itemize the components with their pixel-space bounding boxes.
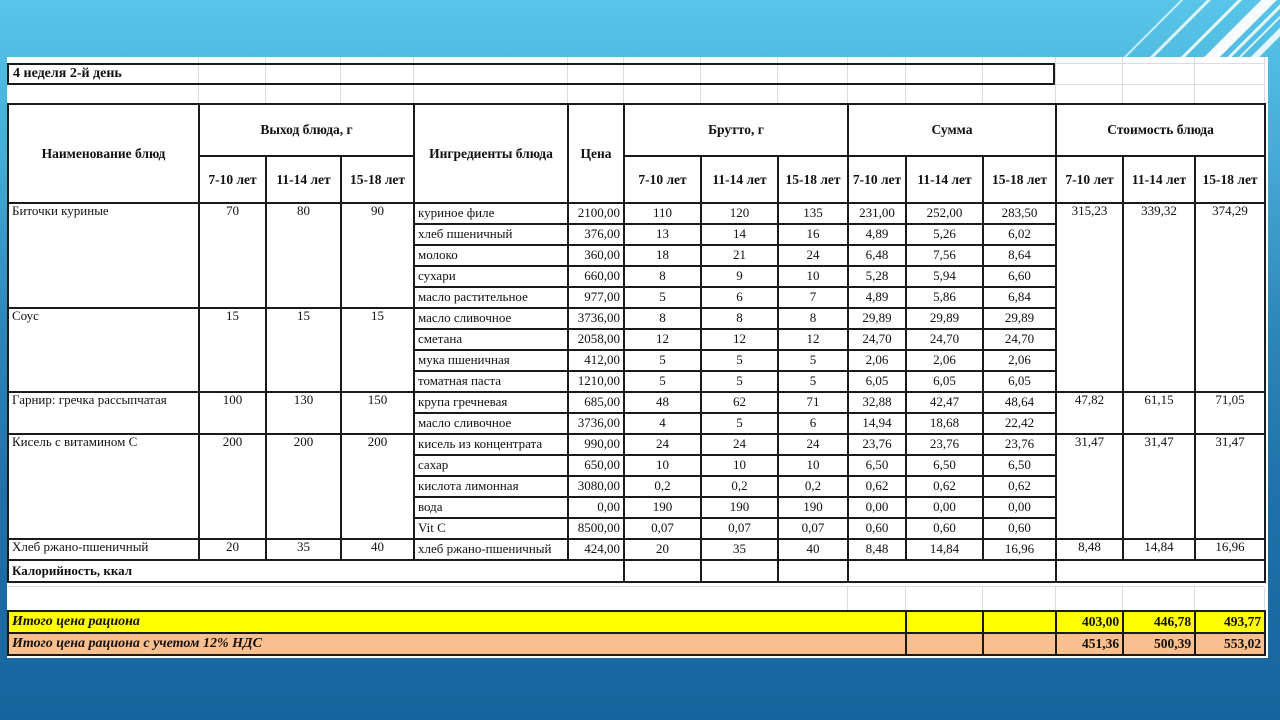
sum-value-cell: 24,70 bbox=[983, 329, 1056, 350]
totals-empty-cell bbox=[983, 633, 1056, 655]
price-cell: 3736,00 bbox=[568, 413, 624, 434]
col-header-name: Наименование блюд bbox=[8, 104, 199, 203]
output-value-cell: 100 bbox=[199, 392, 266, 434]
gridline bbox=[198, 85, 199, 103]
sum-value-cell: 14,84 bbox=[906, 539, 983, 560]
gridline bbox=[623, 85, 624, 103]
dish-name-cell: Кисель с витамином С bbox=[8, 434, 199, 539]
gross-value-cell: 35 bbox=[701, 539, 778, 560]
sum-value-cell: 8,64 bbox=[983, 245, 1056, 266]
ingredient-cell: хлеб пшеничный bbox=[414, 224, 568, 245]
col-header-output-age: 15-18 лет bbox=[341, 156, 414, 203]
sum-value-cell: 24,70 bbox=[906, 329, 983, 350]
price-cell: 376,00 bbox=[568, 224, 624, 245]
totals-value: 403,00 bbox=[1056, 611, 1123, 633]
price-cell: 360,00 bbox=[568, 245, 624, 266]
price-cell: 424,00 bbox=[568, 539, 624, 560]
ingredient-cell: кисель из концентрата bbox=[414, 434, 568, 455]
sum-value-cell: 48,64 bbox=[983, 392, 1056, 413]
cost-value-cell: 16,96 bbox=[1195, 539, 1265, 560]
gross-value-cell: 24 bbox=[778, 434, 848, 455]
sum-value-cell: 0,60 bbox=[906, 518, 983, 539]
calories-empty-cell bbox=[778, 560, 848, 582]
price-cell: 3736,00 bbox=[568, 308, 624, 329]
gross-value-cell: 10 bbox=[778, 455, 848, 476]
gross-value-cell: 5 bbox=[701, 371, 778, 392]
output-value-cell: 40 bbox=[341, 539, 414, 560]
gross-value-cell: 12 bbox=[701, 329, 778, 350]
gross-value-cell: 10 bbox=[624, 455, 701, 476]
gridline bbox=[847, 85, 848, 103]
gridline bbox=[1122, 63, 1123, 85]
ingredient-cell: масло сливочное bbox=[414, 308, 568, 329]
output-value-cell: 130 bbox=[266, 392, 341, 434]
gross-value-cell: 5 bbox=[624, 287, 701, 308]
cost-value-cell: 71,05 bbox=[1195, 392, 1265, 434]
table-row bbox=[8, 392, 1265, 413]
gross-value-cell: 190 bbox=[778, 497, 848, 518]
table-row bbox=[8, 203, 1265, 224]
ingredient-cell: Vit C bbox=[414, 518, 568, 539]
sum-value-cell: 16,96 bbox=[983, 539, 1056, 560]
col-header-output: Выход блюда, г bbox=[199, 104, 414, 156]
totals-table bbox=[7, 610, 1266, 656]
sum-value-cell: 0,00 bbox=[848, 497, 906, 518]
totals-value: 493,77 bbox=[1195, 611, 1265, 633]
gross-value-cell: 0,07 bbox=[778, 518, 848, 539]
totals-row bbox=[8, 633, 1265, 655]
sum-value-cell: 24,70 bbox=[848, 329, 906, 350]
gross-value-cell: 12 bbox=[778, 329, 848, 350]
ingredient-cell: масло сливочное bbox=[414, 413, 568, 434]
gross-value-cell: 48 bbox=[624, 392, 701, 413]
dish-name-cell: Соус bbox=[8, 308, 199, 392]
ingredient-cell: масло растительное bbox=[414, 287, 568, 308]
sum-value-cell: 5,28 bbox=[848, 266, 906, 287]
price-cell: 2058,00 bbox=[568, 329, 624, 350]
col-header-cost-age: 15-18 лет bbox=[1195, 156, 1265, 203]
gridline bbox=[1194, 85, 1195, 103]
gross-value-cell: 4 bbox=[624, 413, 701, 434]
ingredient-cell: сметана bbox=[414, 329, 568, 350]
price-cell: 3080,00 bbox=[568, 476, 624, 497]
col-header-sum-age: 15-18 лет bbox=[983, 156, 1056, 203]
gross-value-cell: 8 bbox=[701, 308, 778, 329]
totals-empty-cell bbox=[906, 611, 983, 633]
sum-value-cell: 29,89 bbox=[983, 308, 1056, 329]
sum-value-cell: 22,42 bbox=[983, 413, 1056, 434]
col-header-gross-age: 15-18 лет bbox=[778, 156, 848, 203]
sum-value-cell: 8,48 bbox=[848, 539, 906, 560]
cost-value-cell: 31,47 bbox=[1056, 434, 1123, 539]
gridline bbox=[1264, 63, 1265, 85]
gross-value-cell: 20 bbox=[624, 539, 701, 560]
gridline bbox=[1122, 85, 1123, 103]
sum-value-cell: 29,89 bbox=[906, 308, 983, 329]
gridline bbox=[700, 85, 701, 103]
sum-value-cell: 0,62 bbox=[848, 476, 906, 497]
gross-value-cell: 24 bbox=[624, 434, 701, 455]
gridline bbox=[1055, 63, 1264, 64]
totals-value: 500,39 bbox=[1123, 633, 1195, 655]
sum-value-cell: 32,88 bbox=[848, 392, 906, 413]
gross-value-cell: 0,2 bbox=[624, 476, 701, 497]
col-header-ingredients: Ингредиенты блюда bbox=[414, 104, 568, 203]
output-value-cell: 70 bbox=[199, 203, 266, 308]
sum-value-cell: 6,50 bbox=[906, 455, 983, 476]
table-row bbox=[8, 434, 1265, 455]
sum-value-cell: 0,60 bbox=[983, 518, 1056, 539]
output-value-cell: 80 bbox=[266, 203, 341, 308]
sum-value-cell: 283,50 bbox=[983, 203, 1056, 224]
gridline bbox=[1194, 63, 1195, 85]
gross-value-cell: 62 bbox=[701, 392, 778, 413]
sum-value-cell: 6,05 bbox=[906, 371, 983, 392]
totals-empty-cell bbox=[983, 611, 1056, 633]
gridline bbox=[1055, 587, 1056, 610]
cost-value-cell: 61,15 bbox=[1123, 392, 1195, 434]
col-header-output-age: 11-14 лет bbox=[266, 156, 341, 203]
sum-value-cell: 7,56 bbox=[906, 245, 983, 266]
col-header-cost-age: 11-14 лет bbox=[1123, 156, 1195, 203]
gross-value-cell: 0,2 bbox=[778, 476, 848, 497]
dish-name-cell: Биточки куриные bbox=[8, 203, 199, 308]
sum-value-cell: 6,48 bbox=[848, 245, 906, 266]
gridline bbox=[905, 587, 906, 610]
sum-value-cell: 18,68 bbox=[906, 413, 983, 434]
calories-empty-cell bbox=[1056, 560, 1265, 582]
ingredient-cell: куриное филе bbox=[414, 203, 568, 224]
menu-table bbox=[7, 103, 1266, 583]
output-value-cell: 15 bbox=[199, 308, 266, 392]
output-value-cell: 150 bbox=[341, 392, 414, 434]
day-title: 4 неделя 2-й день bbox=[7, 63, 1055, 85]
gross-value-cell: 120 bbox=[701, 203, 778, 224]
sum-value-cell: 231,00 bbox=[848, 203, 906, 224]
sum-value-cell: 23,76 bbox=[983, 434, 1056, 455]
gross-value-cell: 5 bbox=[778, 350, 848, 371]
totals-value: 553,02 bbox=[1195, 633, 1265, 655]
col-header-price: Цена bbox=[568, 104, 624, 203]
sum-value-cell: 0,62 bbox=[983, 476, 1056, 497]
price-cell: 977,00 bbox=[568, 287, 624, 308]
gridline bbox=[1055, 57, 1056, 63]
sum-value-cell: 252,00 bbox=[906, 203, 983, 224]
gridline bbox=[1055, 85, 1056, 103]
gross-value-cell: 16 bbox=[778, 224, 848, 245]
totals-empty-cell bbox=[906, 633, 983, 655]
gridline bbox=[7, 586, 1264, 587]
col-header-gross-age: 11-14 лет bbox=[701, 156, 778, 203]
sum-value-cell: 42,47 bbox=[906, 392, 983, 413]
cost-value-cell: 8,48 bbox=[1056, 539, 1123, 560]
ingredient-cell: кислота лимонная bbox=[414, 476, 568, 497]
gridline bbox=[1122, 587, 1123, 610]
gross-value-cell: 8 bbox=[624, 266, 701, 287]
gridline bbox=[413, 85, 414, 103]
output-value-cell: 15 bbox=[266, 308, 341, 392]
col-header-cost-age: 7-10 лет bbox=[1056, 156, 1123, 203]
ingredient-cell: молоко bbox=[414, 245, 568, 266]
gross-value-cell: 5 bbox=[624, 371, 701, 392]
gross-value-cell: 21 bbox=[701, 245, 778, 266]
gridline bbox=[1194, 587, 1195, 610]
ingredient-cell: крупа гречневая bbox=[414, 392, 568, 413]
ingredient-cell: вода bbox=[414, 497, 568, 518]
gridline bbox=[905, 85, 906, 103]
totals-label: Итого цена рациона bbox=[8, 611, 906, 633]
gross-value-cell: 0,07 bbox=[701, 518, 778, 539]
sum-value-cell: 6,02 bbox=[983, 224, 1056, 245]
gridline bbox=[982, 587, 983, 610]
output-value-cell: 200 bbox=[266, 434, 341, 539]
sum-value-cell: 5,26 bbox=[906, 224, 983, 245]
output-value-cell: 90 bbox=[341, 203, 414, 308]
price-cell: 660,00 bbox=[568, 266, 624, 287]
sum-value-cell: 29,89 bbox=[848, 308, 906, 329]
gross-value-cell: 71 bbox=[778, 392, 848, 413]
gross-value-cell: 6 bbox=[778, 413, 848, 434]
calories-row bbox=[8, 560, 1265, 582]
calories-empty-cell bbox=[624, 560, 701, 582]
table-row bbox=[8, 539, 1265, 560]
gross-value-cell: 24 bbox=[701, 434, 778, 455]
cost-value-cell: 339,32 bbox=[1123, 203, 1195, 392]
sum-value-cell: 0,00 bbox=[983, 497, 1056, 518]
gridline bbox=[1055, 84, 1264, 85]
col-header-sum: Сумма bbox=[848, 104, 1056, 156]
gridline bbox=[982, 85, 983, 103]
cost-value-cell: 31,47 bbox=[1195, 434, 1265, 539]
gross-value-cell: 5 bbox=[624, 350, 701, 371]
spreadsheet-area bbox=[7, 57, 1268, 658]
ingredient-cell: мука пшеничная bbox=[414, 350, 568, 371]
cost-value-cell: 14,84 bbox=[1123, 539, 1195, 560]
gross-value-cell: 7 bbox=[778, 287, 848, 308]
sum-value-cell: 23,76 bbox=[848, 434, 906, 455]
cost-value-cell: 315,23 bbox=[1056, 203, 1123, 392]
gross-value-cell: 40 bbox=[778, 539, 848, 560]
price-cell: 1210,00 bbox=[568, 371, 624, 392]
sum-value-cell: 14,94 bbox=[848, 413, 906, 434]
gross-value-cell: 10 bbox=[778, 266, 848, 287]
sum-value-cell: 6,50 bbox=[983, 455, 1056, 476]
price-cell: 990,00 bbox=[568, 434, 624, 455]
calories-label-cell: Калорийность, ккал bbox=[8, 560, 624, 582]
gridline bbox=[1194, 57, 1195, 63]
output-value-cell: 15 bbox=[341, 308, 414, 392]
gross-value-cell: 9 bbox=[701, 266, 778, 287]
gross-value-cell: 13 bbox=[624, 224, 701, 245]
ingredient-cell: хлеб ржано-пшеничный bbox=[414, 539, 568, 560]
sum-value-cell: 6,60 bbox=[983, 266, 1056, 287]
gross-value-cell: 14 bbox=[701, 224, 778, 245]
cost-value-cell: 374,29 bbox=[1195, 203, 1265, 392]
cost-value-cell: 47,82 bbox=[1056, 392, 1123, 434]
dish-name-cell: Хлеб ржано-пшеничный bbox=[8, 539, 199, 560]
gross-value-cell: 8 bbox=[624, 308, 701, 329]
col-header-gross-age: 7-10 лет bbox=[624, 156, 701, 203]
sum-value-cell: 6,84 bbox=[983, 287, 1056, 308]
output-value-cell: 35 bbox=[266, 539, 341, 560]
price-cell: 2100,00 bbox=[568, 203, 624, 224]
calories-empty-cell bbox=[848, 560, 1056, 582]
gridline bbox=[1264, 85, 1265, 103]
gross-value-cell: 0,2 bbox=[701, 476, 778, 497]
price-cell: 8500,00 bbox=[568, 518, 624, 539]
ingredient-cell: томатная паста bbox=[414, 371, 568, 392]
output-value-cell: 20 bbox=[199, 539, 266, 560]
gross-value-cell: 18 bbox=[624, 245, 701, 266]
col-header-gross: Брутто, г bbox=[624, 104, 848, 156]
totals-value: 451,36 bbox=[1056, 633, 1123, 655]
gridline bbox=[1055, 63, 1056, 85]
sum-value-cell: 2,06 bbox=[983, 350, 1056, 371]
sum-value-cell: 2,06 bbox=[906, 350, 983, 371]
output-value-cell: 200 bbox=[199, 434, 266, 539]
gridline bbox=[340, 85, 341, 103]
dish-name-cell: Гарнир: гречка рассыпчатая bbox=[8, 392, 199, 434]
col-header-sum-age: 11-14 лет bbox=[906, 156, 983, 203]
calories-empty-cell bbox=[701, 560, 778, 582]
sum-value-cell: 5,94 bbox=[906, 266, 983, 287]
sum-value-cell: 4,89 bbox=[848, 224, 906, 245]
gridline bbox=[777, 85, 778, 103]
totals-row bbox=[8, 611, 1265, 633]
price-cell: 412,00 bbox=[568, 350, 624, 371]
gridline bbox=[847, 587, 848, 610]
col-header-output-age: 7-10 лет bbox=[199, 156, 266, 203]
gross-value-cell: 12 bbox=[624, 329, 701, 350]
gridline bbox=[1122, 57, 1123, 63]
price-cell: 650,00 bbox=[568, 455, 624, 476]
col-header-cost: Стоимость блюда bbox=[1056, 104, 1265, 156]
totals-label: Итого цена рациона с учетом 12% НДС bbox=[8, 633, 906, 655]
gridline bbox=[1264, 587, 1265, 610]
gross-value-cell: 5 bbox=[701, 413, 778, 434]
sum-value-cell: 5,86 bbox=[906, 287, 983, 308]
sum-value-cell: 23,76 bbox=[906, 434, 983, 455]
ingredient-cell: сахар bbox=[414, 455, 568, 476]
price-cell: 0,00 bbox=[568, 497, 624, 518]
gross-value-cell: 24 bbox=[778, 245, 848, 266]
gross-value-cell: 6 bbox=[701, 287, 778, 308]
gross-value-cell: 135 bbox=[778, 203, 848, 224]
sum-value-cell: 6,50 bbox=[848, 455, 906, 476]
gridline bbox=[1264, 57, 1265, 63]
gross-value-cell: 5 bbox=[701, 350, 778, 371]
cost-value-cell: 31,47 bbox=[1123, 434, 1195, 539]
output-value-cell: 200 bbox=[341, 434, 414, 539]
price-cell: 685,00 bbox=[568, 392, 624, 413]
ingredient-cell: сухари bbox=[414, 266, 568, 287]
gross-value-cell: 10 bbox=[701, 455, 778, 476]
sum-value-cell: 0,60 bbox=[848, 518, 906, 539]
gridline bbox=[567, 85, 568, 103]
gross-value-cell: 8 bbox=[778, 308, 848, 329]
totals-value: 446,78 bbox=[1123, 611, 1195, 633]
gross-value-cell: 5 bbox=[778, 371, 848, 392]
gross-value-cell: 190 bbox=[624, 497, 701, 518]
sum-value-cell: 6,05 bbox=[848, 371, 906, 392]
col-header-sum-age: 7-10 лет bbox=[848, 156, 906, 203]
gridline bbox=[265, 85, 266, 103]
sum-value-cell: 4,89 bbox=[848, 287, 906, 308]
gross-value-cell: 190 bbox=[701, 497, 778, 518]
gross-value-cell: 0,07 bbox=[624, 518, 701, 539]
sum-value-cell: 6,05 bbox=[983, 371, 1056, 392]
sum-value-cell: 2,06 bbox=[848, 350, 906, 371]
sum-value-cell: 0,00 bbox=[906, 497, 983, 518]
gross-value-cell: 110 bbox=[624, 203, 701, 224]
sum-value-cell: 0,62 bbox=[906, 476, 983, 497]
